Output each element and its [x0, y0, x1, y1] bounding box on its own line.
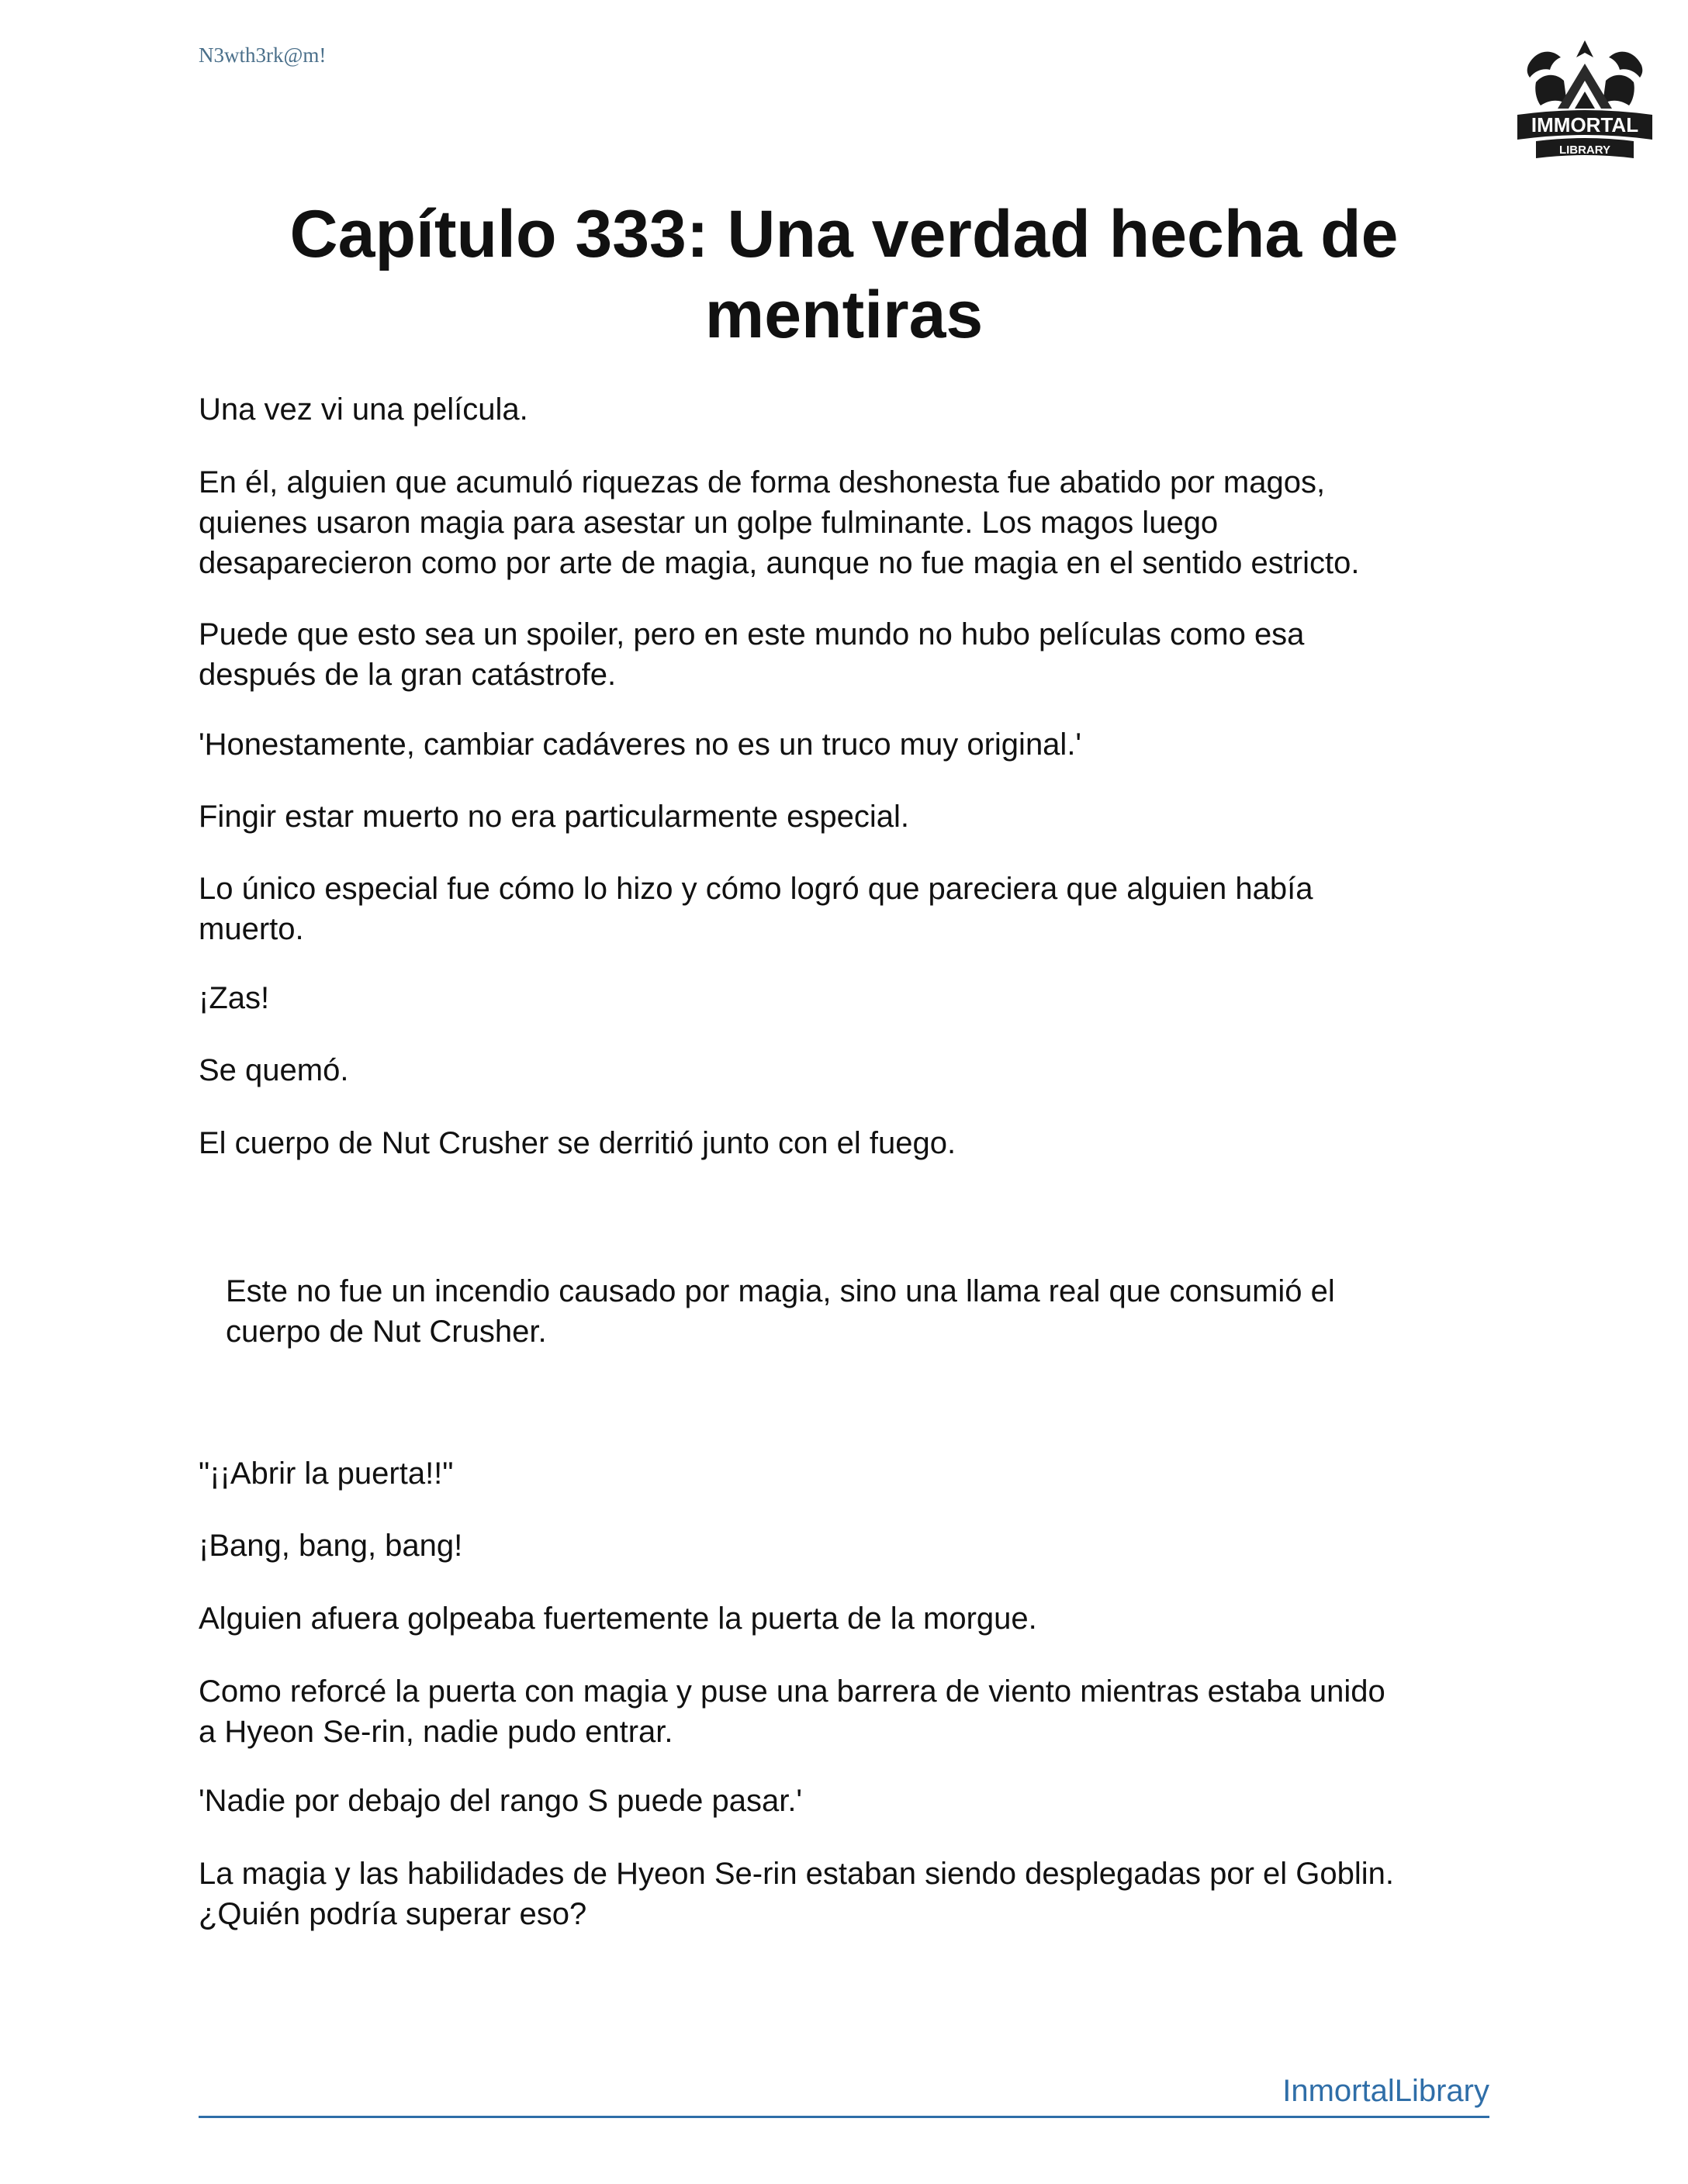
paragraph-line: cuerpo de Nut Crusher. [226, 1315, 547, 1349]
paragraph-9 [199, 1123, 1502, 1163]
paragraph-11 [199, 1453, 1502, 1494]
paragraph-12 [199, 1526, 1502, 1566]
paragraph-line: Lo único especial fue cómo lo hizo y cómo logró que pareciera que alguien había [199, 872, 1313, 906]
paragraph-line: ¡Zas! [199, 981, 270, 1015]
footer-divider [199, 2116, 1489, 2118]
paragraph-line: El cuerpo de Nut Crusher se derritió junto con el fuego. [199, 1126, 956, 1160]
paragraph-line: "¡¡Abrir la puerta!!" [199, 1457, 454, 1491]
paragraph-15 [199, 1781, 1502, 1821]
watermark-text: N3wth3rk@m! [199, 43, 327, 67]
paragraph-line: Este no fue un incendio causado por magia, sino una llama real que consumió el [226, 1274, 1335, 1308]
chapter-title-line-1: Capítulo 333: Una verdad hecha de [289, 197, 1399, 271]
chapter-title [199, 194, 1489, 355]
paragraph-line: desaparecieron como por arte de magia, aunque no fue magia en el sentido estricto. [199, 546, 1360, 580]
chapter-title-line-2: mentiras [704, 278, 984, 352]
paragraph-line: 'Honestamente, cambiar cadáveres no es un truco muy original.' [199, 727, 1082, 762]
paragraph-line: después de la gran catástrofe. [199, 658, 617, 692]
paragraph-3 [199, 614, 1502, 695]
paragraph-line: Fingir estar muerto no era particularmente especial. [199, 800, 909, 834]
paragraph-line: a Hyeon Se-rin, nadie pudo entrar. [199, 1715, 673, 1749]
paragraph-1 [199, 389, 1502, 430]
footer-link-inmortal-library[interactable]: InmortalLibrary [1282, 2074, 1489, 2108]
immortal-library-logo [1513, 34, 1657, 163]
paragraph-7 [199, 978, 1502, 1018]
paragraph-line: Alguien afuera golpeaba fuertemente la puerta de la morgue. [199, 1602, 1037, 1636]
paragraph-4 [199, 724, 1502, 765]
paragraph-14 [199, 1671, 1502, 1752]
paragraph-line: La magia y las habilidades de Hyeon Se-rin estaban siendo desplegadas por el Goblin. [199, 1857, 1394, 1891]
paragraph-line: Una vez vi una película. [199, 392, 528, 427]
paragraph-8 [199, 1050, 1502, 1090]
paragraph-6 [199, 869, 1502, 949]
paragraph-line: muerto. [199, 912, 304, 946]
paragraph-line: ¿Quién podría superar eso? [199, 1897, 587, 1931]
paragraph-line: ¡Bang, bang, bang! [199, 1529, 463, 1563]
paragraph-13 [199, 1598, 1502, 1639]
paragraph-5 [199, 797, 1502, 837]
paragraph-2 [199, 462, 1502, 583]
paragraph-16 [199, 1854, 1502, 1934]
paragraph-line: quienes usaron magia para asestar un golpe fulminante. Los magos luego [199, 506, 1219, 540]
paragraph-line: 'Nadie por debajo del rango S puede pasar.' [199, 1784, 803, 1818]
logo-text-library: LIBRARY [1558, 143, 1611, 157]
paragraph-line: Puede que esto sea un spoiler, pero en este mundo no hubo películas como esa [199, 617, 1305, 651]
quote-block [226, 1271, 1529, 1352]
paragraph-line: Se quemó. [199, 1053, 349, 1087]
paragraph-line: En él, alguien que acumuló riquezas de forma deshonesta fue abatido por magos, [199, 465, 1326, 499]
paragraph-line: Como reforcé la puerta con magia y puse una barrera de viento mientras estaba unido [199, 1674, 1385, 1709]
logo-text-immortal: IMMORTAL [1531, 113, 1639, 136]
